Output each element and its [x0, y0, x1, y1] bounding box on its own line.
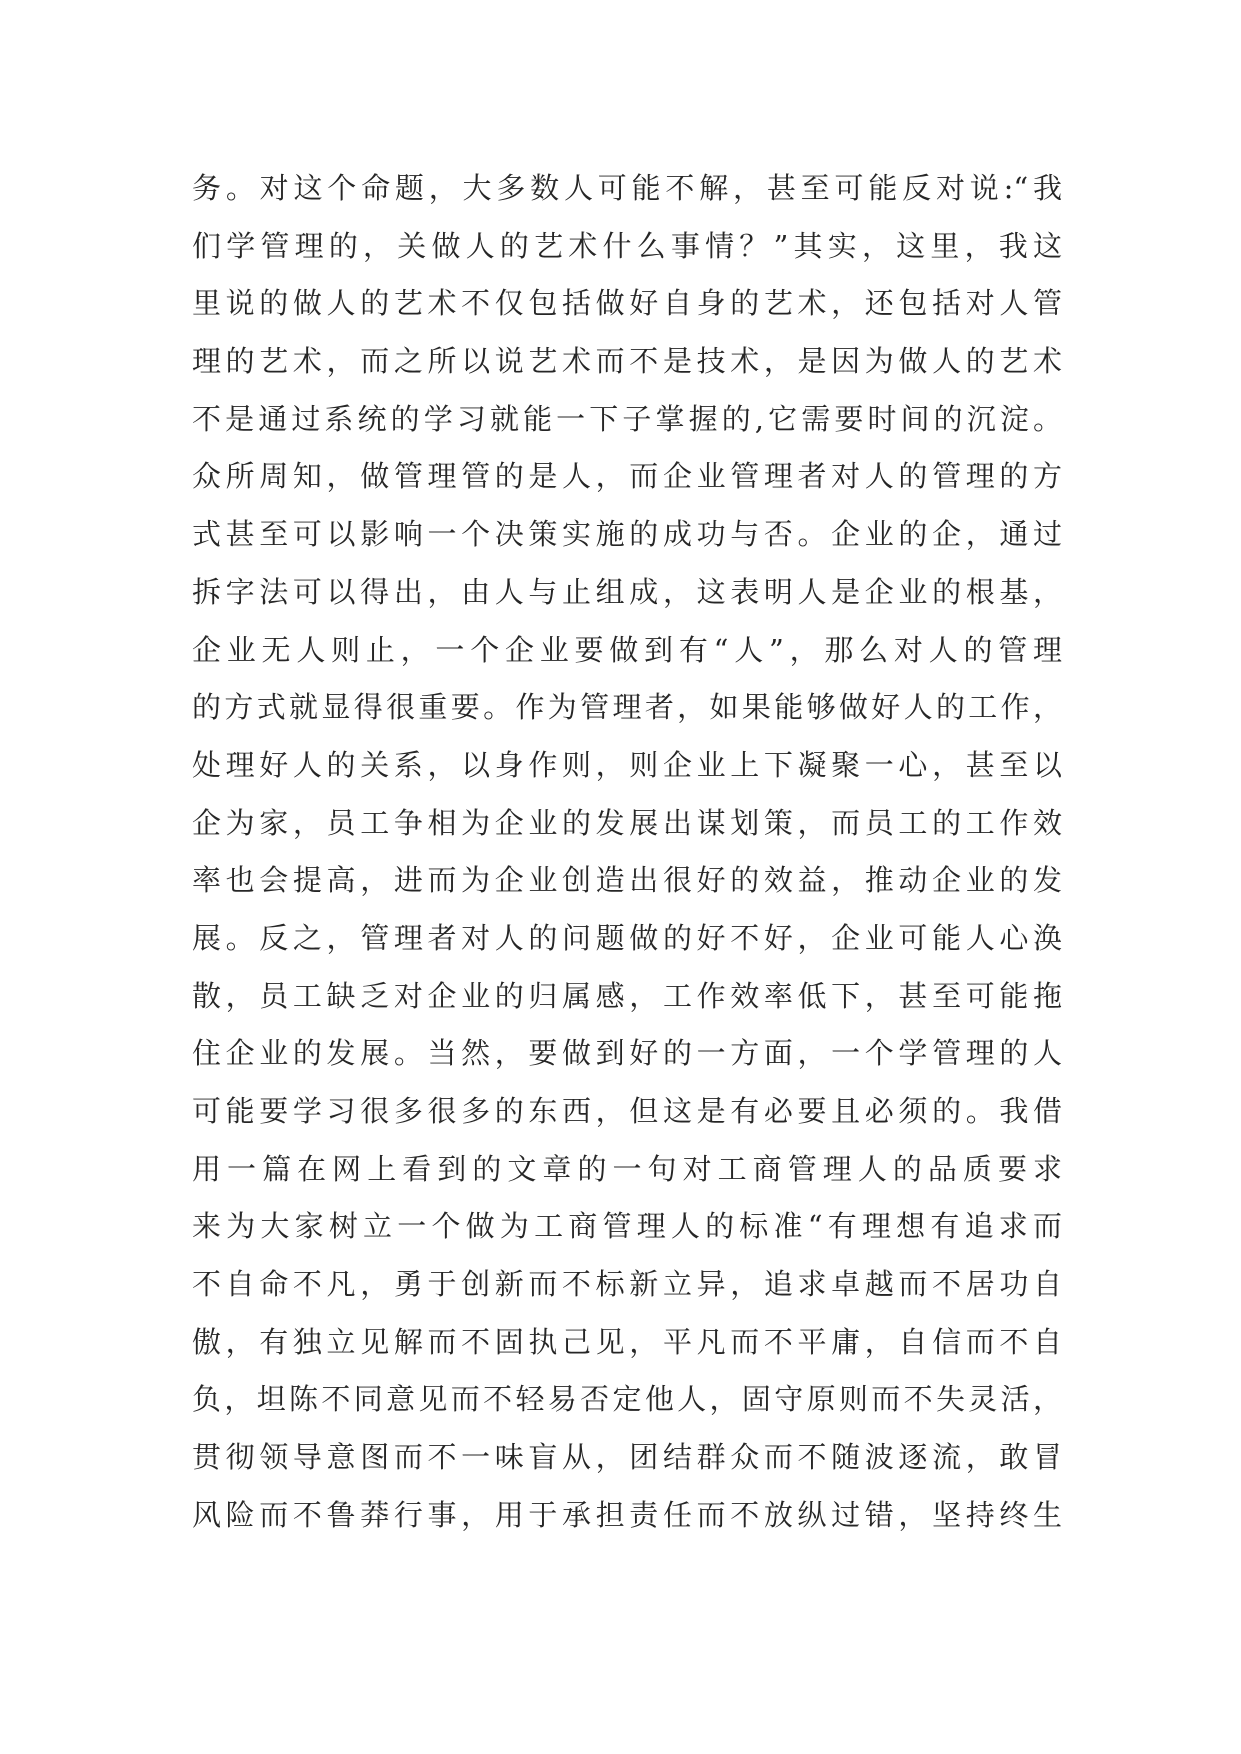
text-line: 处理好人的关系，以身作则，则企业上下凝聚一心，甚至以 [192, 747, 1062, 782]
text-line: 的方式就显得很重要。作为管理者，如果能够做好人的工作， [192, 690, 1062, 725]
text-line: 住企业的发展。当然，要做到好的一方面，一个学管理的人 [192, 1036, 1062, 1071]
text-line: 用一篇在网上看到的文章的一句对工商管理人的品质要求 [192, 1151, 1062, 1186]
body-paragraph [192, 160, 1062, 1545]
text-line: 众所周知，做管理管的是人，而企业管理者对人的管理的方 [192, 459, 1062, 494]
text-line: 企为家，员工争相为企业的发展出谋划策，而员工的工作效 [192, 805, 1062, 840]
text-line: 率也会提高，进而为企业创造出很好的效益，推动企业的发 [192, 863, 1062, 898]
text-line: 贯彻领导意图而不一味盲从，团结群众而不随波逐流，敢冒 [192, 1440, 1062, 1475]
text-line: 傲，有独立见解而不固执己见，平凡而不平庸，自信而不自 [192, 1324, 1062, 1359]
text-line: 务。对这个命题，大多数人可能不解，甚至可能反对说:“我 [192, 171, 1062, 205]
text-line: 可能要学习很多很多的东西，但这是有必要且必须的。我借 [192, 1094, 1062, 1128]
text-line: 们学管理的，关做人的艺术什么事情？”其实，这里，我这 [192, 228, 1062, 263]
text-line: 展。反之，管理者对人的问题做的好不好，企业可能人心涣 [192, 920, 1062, 955]
text-line: 不自命不凡，勇于创新而不标新立异，追求卓越而不居功自 [192, 1267, 1062, 1302]
text-line: 不是通过系统的学习就能一下子掌握的,它需要时间的沉淀。 [192, 401, 1062, 436]
text-line: 散，员工缺乏对企业的归属感，工作效率低下，甚至可能拖 [192, 978, 1062, 1013]
text-line: 理的艺术，而之所以说艺术而不是技术，是因为做人的艺术 [192, 344, 1062, 379]
text-line: 里说的做人的艺术不仅包括做好自身的艺术，还包括对人管 [192, 286, 1062, 321]
text-line: 拆字法可以得出，由人与止组成，这表明人是企业的根基， [192, 574, 1062, 609]
text-line: 风险而不鲁莽行事，用于承担责任而不放纵过错，坚持终生 [192, 1497, 1062, 1532]
text-line: 企业无人则止，一个企业要做到有“人”，那么对人的管理 [192, 632, 1062, 667]
text-line: 负，坦陈不同意见而不轻易否定他人，固守原则而不失灵活， [192, 1382, 1062, 1417]
text-line: 式甚至可以影响一个决策实施的成功与否。企业的企，通过 [192, 517, 1062, 552]
text-line: 来为大家树立一个做为工商管理人的标准“有理想有追求而 [192, 1209, 1062, 1244]
